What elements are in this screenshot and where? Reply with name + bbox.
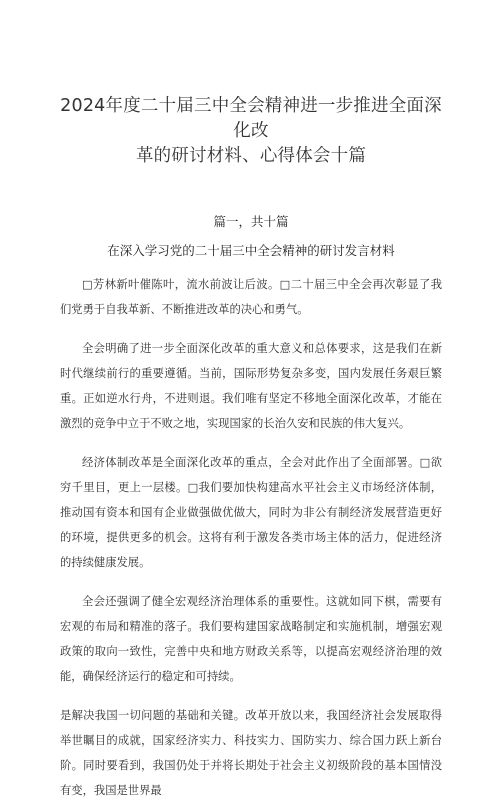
- document-title-line-2: 革的研讨材料、心得体会十篇: [135, 146, 367, 166]
- paragraph-4: 全会还强调了健全宏观经济治理体系的重要性。这就如同下棋，需要有宏观的布局和精准的落子。我们要构建国家战略制定和实施机制，增强宏观政策的取向一致性，完善中央和地方财政关系等，以提高宏观经济治理的效能，确保经济运行的稳定和可持续。: [60, 595, 442, 683]
- paragraph-1: □芳林新叶催陈叶，流水前波让后波。□二十届三中全会再次彰显了我们党勇于自我革新、不断推进改革的决心和勇气。: [60, 278, 442, 316]
- part-heading: 篇一，共十篇: [213, 214, 289, 229]
- section-title: 在深入学习党的二十届三中全会精神的研讨发言材料: [107, 243, 395, 258]
- document-title: [60, 94, 442, 169]
- paragraph-2: 全会明确了进一步全面深化改革的重大意义和总体要求，这是我们在新时代继续前行的重要遵循。当前，国际形势复杂多变，国内发展任务艰巨繁重。正如逆水行舟，不进则退。我们唯有坚定不移地全面深化改革，才能在激烈的竞争中立于不败之地，实现国家的长治久安和民族的伟大复兴。: [60, 342, 442, 430]
- body-text: [60, 272, 442, 803]
- document-title-line-1: 2024年度二十届三中全会精神进一步推进全面深化改: [60, 96, 442, 141]
- paragraph-3: 经济体制改革是全面深化改革的重点，全会对此作出了全面部署。□欲穷千里目，更上一层楼。□我们要加快构建高水平社会主义市场经济体制，推动国有资本和国有企业做强做优做大，同时为非公有制经济发展营造更好的环境，提供更多的机会。这将有利于激发各类市场主体的活力，促进经济的持续健康发展。: [60, 456, 442, 569]
- paragraph-5: 是解决我国一切问题的基础和关键。改革开放以来，我国经济社会发展取得举世瞩目的成就，国家经济实力、科技实力、国防实力、综合国力跃上新台阶。同时要看到，我国仍处于并将长期处于社会主义初级阶段的基本国情没有变，我国是世界最: [60, 709, 442, 797]
